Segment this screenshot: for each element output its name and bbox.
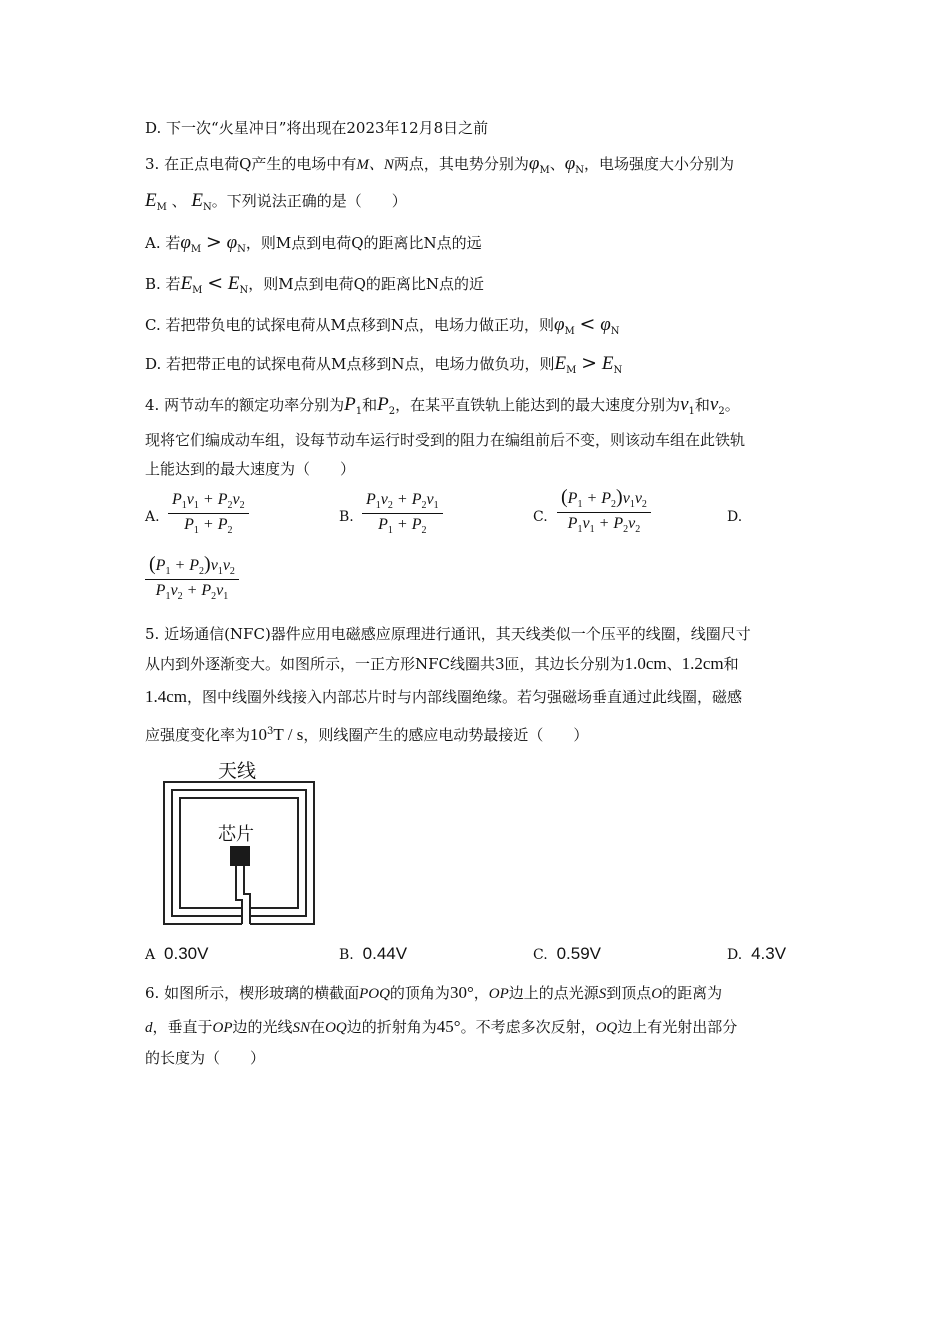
q6-stem-line1: 6. 如图所示，楔形玻璃的横截面POQ的顶角为30°，OP边上的点光源S到顶点O的距离为: [145, 983, 723, 1002]
q5-answer-d: D. 4.3V: [727, 944, 787, 963]
q4-option-c-formula: $\frac{(P_1 + P_2)v_1v_2}{P_1v_1 + P_2v_2}$: [557, 486, 651, 535]
q2-option-d: D. 下一次“火星冲日”将出现在2023年12月8日之前: [145, 119, 489, 137]
antenna-label: 天线: [218, 760, 257, 782]
q3-option-c: C. 若把带负电的试探电荷从M点移到N点，电场力做正功，则$\varphi_M < \varphi_N$: [145, 313, 620, 337]
q3-option-a: A. 若$\varphi_M > \varphi_N$，则M点到电荷Q的距离比N点的远: [145, 231, 482, 255]
q4-label-a: A.: [145, 509, 160, 525]
q5-answer-b: B. 0.44V: [339, 944, 408, 963]
q4-label-d: D.: [727, 509, 743, 525]
q4-label-c: C.: [533, 509, 548, 525]
q4-label-b: B.: [339, 509, 354, 525]
q6-stem-line3: 的长度为（ ）: [145, 1049, 266, 1067]
chip-square: [230, 846, 250, 866]
q3-option-d: D. 若把带正电的试探电荷从M点移到N点，电场力做负功，则$E_M > E_N$: [145, 352, 623, 376]
q3-stem-line1: 3. 在正点电荷Q产生的电场中有M、N两点，其电势分别为$\varphi_M$、$\varphi_N$，电场强度大小分别为: [145, 153, 734, 176]
nfc-coil-figure: [160, 756, 320, 931]
q5-answer-a: A 0.30V: [145, 944, 209, 963]
q4-stem-line3: 上能达到的最大速度为（ ）: [145, 460, 356, 478]
q3-stem-line2: $E_M$ 、 $E_N$。下列说法正确的是（ ）: [145, 190, 407, 213]
q5-stem-line2: 从内到外逐渐变大。如图所示，一正方形NFC线圈共3匝，其边长分别为1.0cm、1.2cm和: [145, 654, 739, 673]
chip-label: 芯片: [218, 824, 254, 845]
q4-option-d-formula: $\frac{(P_1 + P_2)v_1v_2}{P_1v_2 + P_2v_1}$: [145, 553, 239, 602]
q5-stem-line4: 应强度变化率为$10^3T$ / s，则线圈产生的感应电动势最接近（ ）: [145, 725, 589, 744]
q3-option-b: B. 若$E_M < E_N$，则M点到电荷Q的距离比N点的近: [145, 272, 485, 296]
q5-stem-line1: 5. 近场通信(NFC)器件应用电磁感应原理进行通讯，其天线类似一个压平的线圈，线圈尺寸: [145, 625, 751, 643]
q5-answer-c: C. 0.59V: [533, 944, 602, 963]
q6-stem-line2: d，垂直于OP边的光线SN在OQ边的折射角为45°。不考虑多次反射，OQ边上有光射出部分: [145, 1017, 738, 1036]
q4-option-a-formula: $\frac{P_1v_1 + P_2v_2}{P_1 + P_2}$: [168, 491, 249, 536]
q4-option-b-formula: $\frac{P_1v_2 + P_2v_1}{P_1 + P_2}$: [362, 491, 443, 536]
q5-stem-line3: 1.4cm，图中线圈外线接入内部芯片时与内部线圈绝缘。若匀强磁场垂直通过此线圈，磁感: [145, 687, 743, 706]
q4-stem-line2: 现将它们编成动车组，设每节动车运行时受到的阻力在编组前后不变，则该动车组在此铁轨: [145, 431, 746, 449]
q4-stem-line1: 4. 两节动车的额定功率分别为$P_1$和$P_2$，在某平直铁轨上能达到的最大速度分别为$v_1$和$v_2$。: [145, 394, 740, 417]
